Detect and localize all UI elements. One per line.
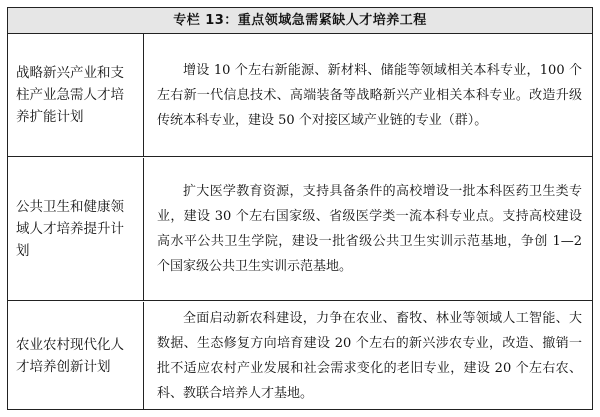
category-cell bbox=[8, 158, 144, 300]
description-cell bbox=[145, 302, 592, 409]
category-cell bbox=[8, 34, 144, 156]
description-text: 扩大医学教育资源，支持具备条件的高校增设一批本科医药卫生类专业，建设 30 个左右国家级、省级医学类一流本科专业点。支持高校建设高水平公共卫生学院，建设一批省级公共卫生实训示范基地，争创 1—2 个国家级公共卫生实训示范基地。 bbox=[157, 184, 582, 274]
category-label: 公共卫生和健康领域人才培养提升计划 bbox=[16, 199, 124, 259]
box-title: 专栏 13：重点领域急需紧缺人才培养工程 bbox=[8, 8, 592, 34]
description-text: 全面启动新农科建设，力争在农业、畜牧、林业等领域人工智能、大数据、生态修复方向培育建设 20 个左右的新兴涉农专业，改造、撤销一批不适应农村产业发展和社会需求变化的老旧专业，建设 20 个左右农、科、教联合培养人才基地。 bbox=[157, 310, 582, 401]
table-row bbox=[8, 34, 592, 157]
category-label: 战略新兴产业和支柱产业急需人才培养扩能计划 bbox=[16, 65, 124, 125]
description-text: 增设 10 个左右新能源、新材料、储能等领域相关本科专业，100 个左右新一代信息技术、高端装备等战略新兴产业相关本科专业。改造升级传统本科专业，建设 50 个对接区域产业链的专业（群）。 bbox=[157, 62, 582, 128]
category-label: 农业农村现代化人才培养创新计划 bbox=[16, 336, 124, 375]
table-row bbox=[8, 302, 592, 409]
description-cell bbox=[145, 34, 592, 156]
category-cell bbox=[8, 302, 144, 409]
description-cell bbox=[145, 158, 592, 300]
special-column-box bbox=[7, 7, 593, 410]
table-row bbox=[8, 158, 592, 301]
